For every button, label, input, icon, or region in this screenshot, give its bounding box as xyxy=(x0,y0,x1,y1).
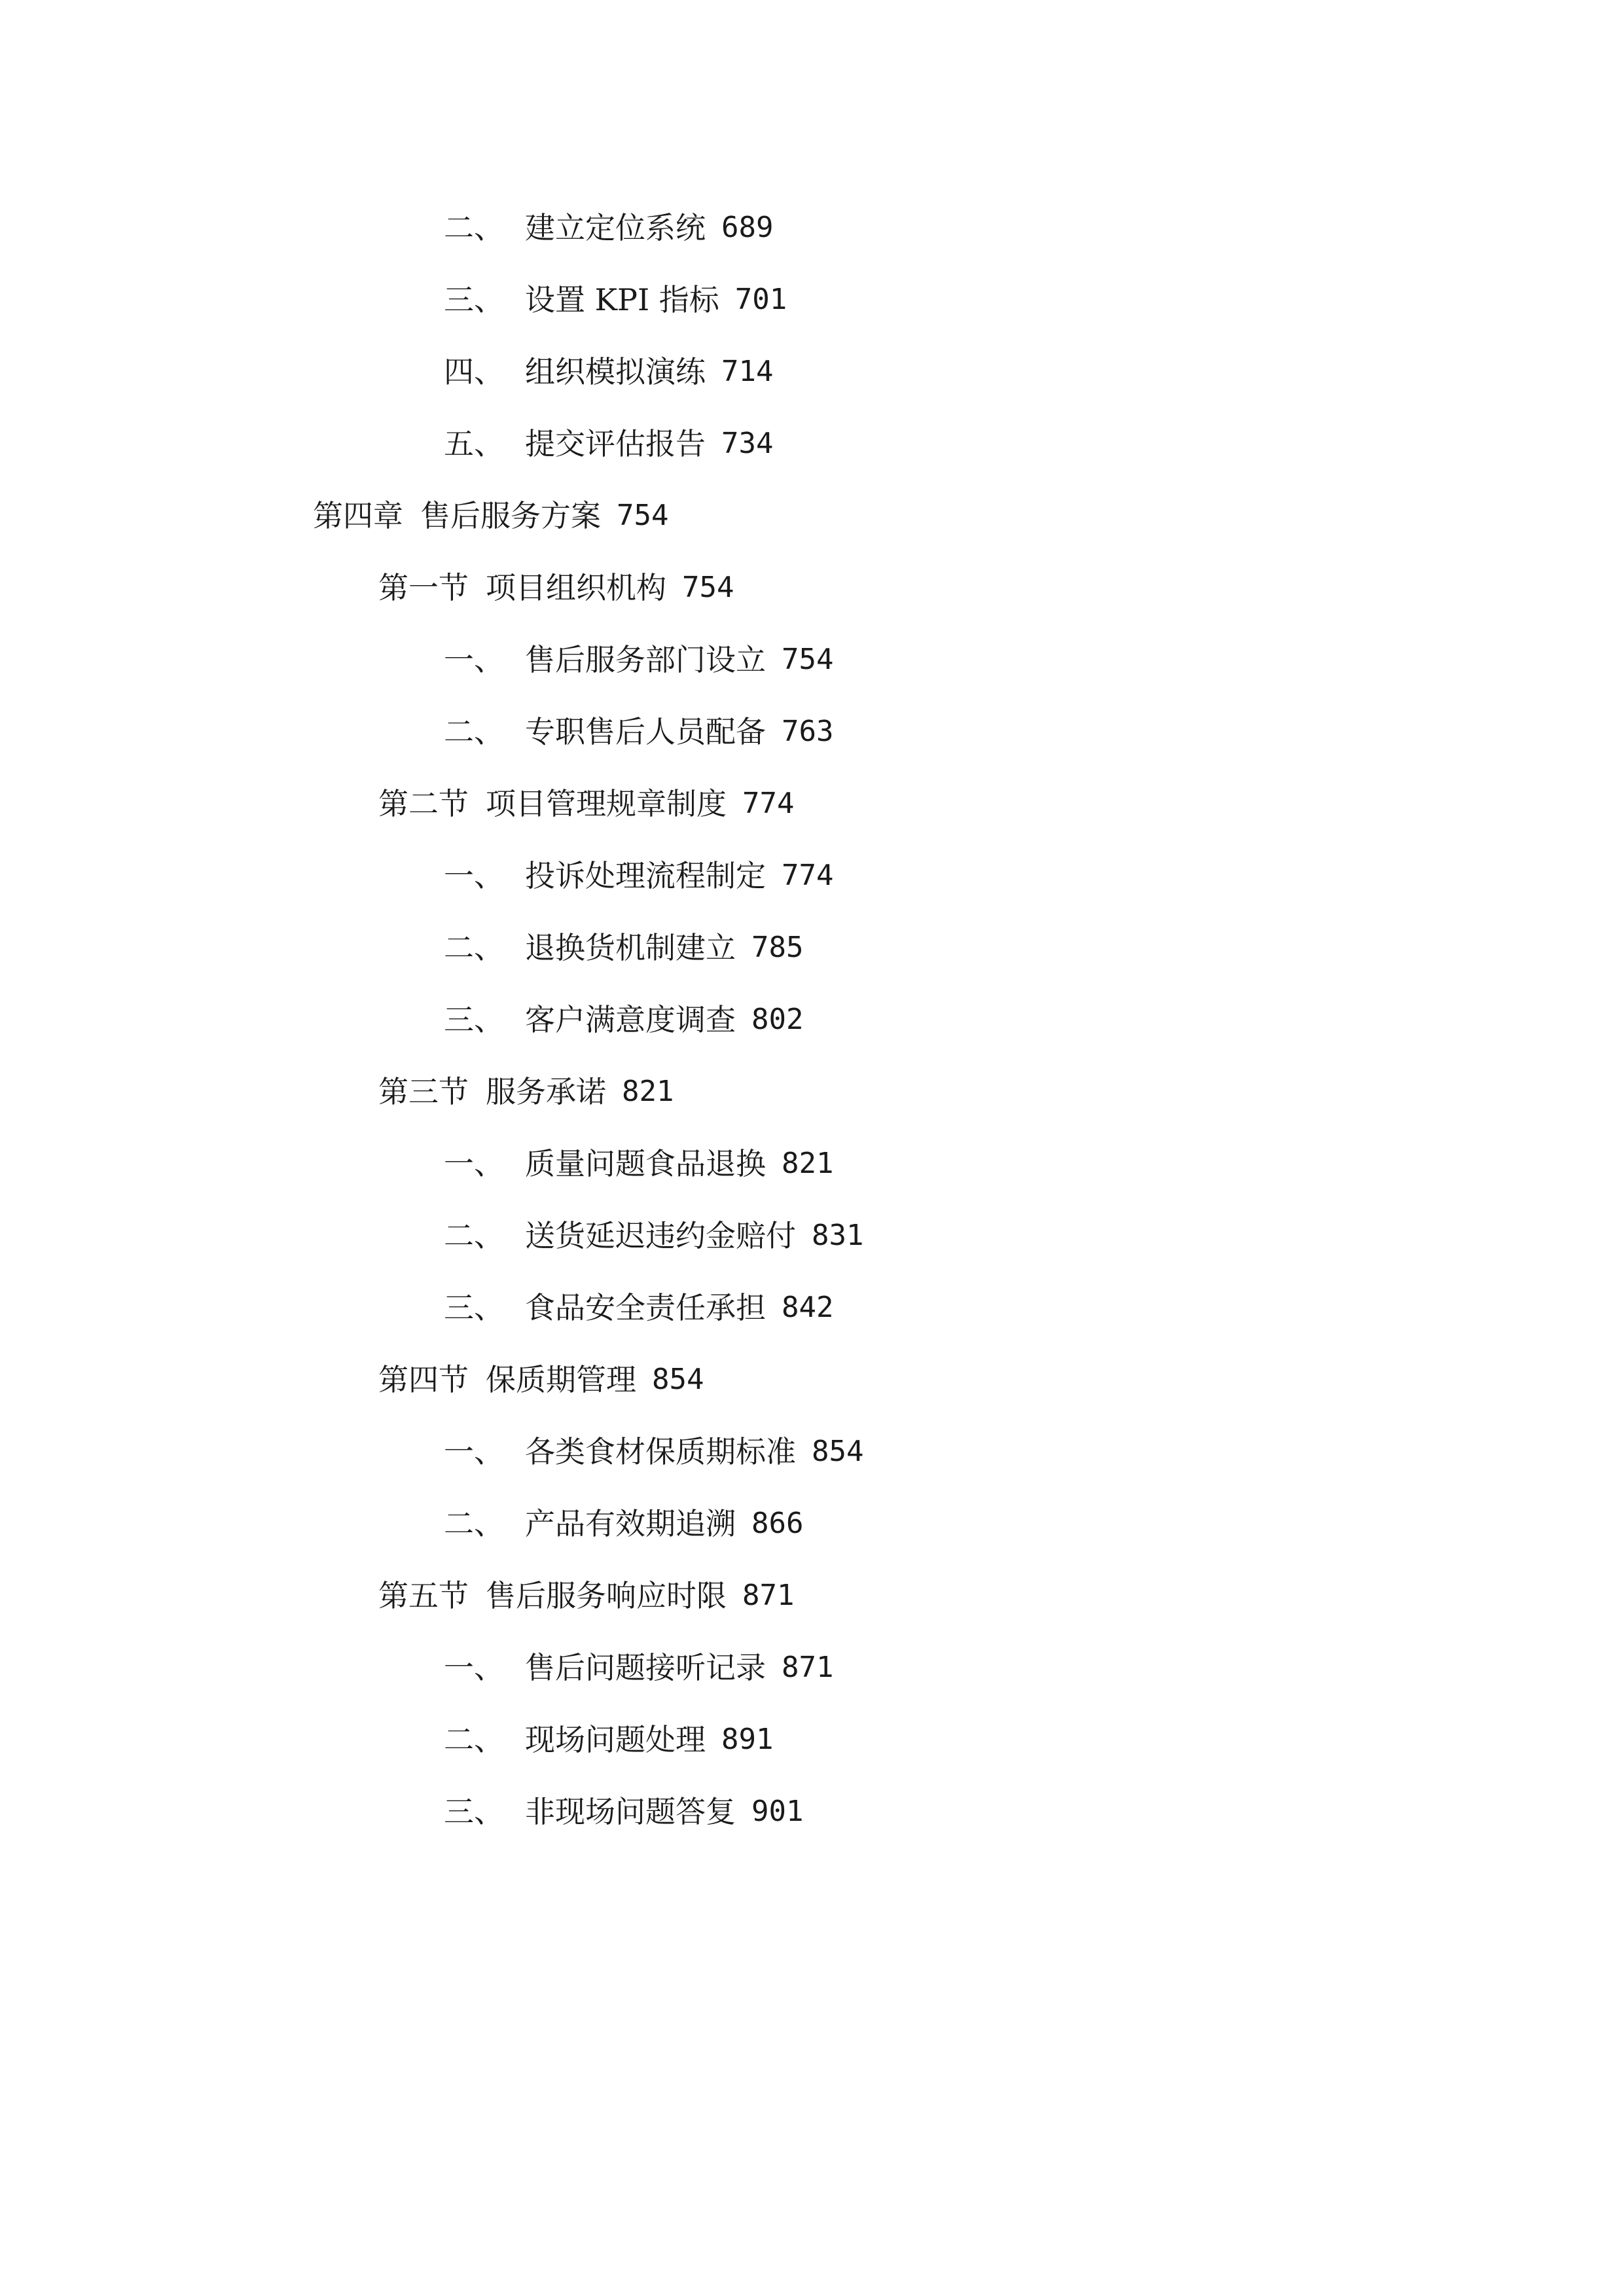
toc-entry-title: 各类食材保质期标准 xyxy=(525,1434,796,1469)
toc-entry-page: 821 xyxy=(782,1147,834,1180)
toc-entry-number: 一、 xyxy=(444,858,504,893)
toc-entry-page: 802 xyxy=(751,1003,804,1036)
toc-entry-section[interactable] xyxy=(378,1570,793,1622)
toc-entry-page: 871 xyxy=(742,1579,795,1612)
toc-entry-title: 客户满意度调查 xyxy=(525,1002,736,1037)
toc-entry-number: 一、 xyxy=(444,1434,504,1469)
toc-entry-title: 售后服务方案 xyxy=(420,498,601,533)
toc-entry[interactable] xyxy=(444,1426,863,1478)
toc-entry-title: 组织模拟演练 xyxy=(525,354,706,389)
toc-entry[interactable] xyxy=(444,1641,833,1694)
toc-entry-page: 866 xyxy=(751,1507,804,1540)
toc-entry-title: 保质期管理 xyxy=(486,1362,636,1397)
toc-entry-section[interactable] xyxy=(378,778,793,830)
toc-entry-page: 871 xyxy=(782,1651,834,1684)
toc-entry[interactable] xyxy=(444,202,772,254)
toc-entry-title: 设置 KPI 指标 xyxy=(525,282,719,317)
toc-entry-page: 901 xyxy=(751,1795,804,1828)
toc-entry[interactable] xyxy=(444,706,833,758)
toc-entry-number: 二、 xyxy=(444,714,504,749)
toc-entry-page: 754 xyxy=(682,571,734,604)
toc-entry[interactable] xyxy=(444,1210,863,1262)
toc-entry-number: 二、 xyxy=(444,1506,504,1541)
toc-entry-title: 食品安全责任承担 xyxy=(525,1290,766,1325)
toc-entry[interactable] xyxy=(444,994,803,1046)
toc-entry-page: 734 xyxy=(721,427,774,460)
toc-entry-number: 三、 xyxy=(444,1002,504,1037)
toc-entry-title: 建立定位系统 xyxy=(525,210,706,245)
toc-entry-number: 三、 xyxy=(444,1794,504,1829)
toc-entry-number: 二、 xyxy=(444,1218,504,1253)
toc-entry-page: 701 xyxy=(734,283,787,316)
toc-entry-title: 现场问题处理 xyxy=(525,1722,706,1757)
toc-entry[interactable] xyxy=(444,1138,833,1190)
toc-entry[interactable] xyxy=(444,1785,803,1838)
toc-entry-title: 非现场问题答复 xyxy=(525,1794,736,1829)
toc-entry-number: 一、 xyxy=(444,1146,504,1181)
toc-entry-page: 821 xyxy=(622,1075,674,1108)
toc-entry-number: 第一节 xyxy=(378,570,469,605)
toc-entry-chapter[interactable] xyxy=(313,490,668,542)
toc-entry-number: 第三节 xyxy=(378,1074,469,1109)
toc-entry-number: 三、 xyxy=(444,1290,504,1325)
toc-entry-page: 891 xyxy=(721,1723,774,1756)
toc-entry[interactable] xyxy=(444,850,833,902)
toc-entry-title: 售后服务响应时限 xyxy=(486,1578,727,1613)
toc-entry-page: 831 xyxy=(812,1219,864,1252)
toc-entry-page: 689 xyxy=(721,211,774,244)
toc-entry-number: 第五节 xyxy=(378,1578,469,1613)
toc-entry-title: 送货延迟违约金赔付 xyxy=(525,1218,796,1253)
toc-entry-title: 提交评估报告 xyxy=(525,426,706,461)
toc-entry-page: 774 xyxy=(782,859,834,892)
toc-entry-number: 第四节 xyxy=(378,1362,469,1397)
toc-entry-number: 二、 xyxy=(444,930,504,965)
toc-entry[interactable] xyxy=(444,274,786,326)
toc-entry-title: 专职售后人员配备 xyxy=(525,714,766,749)
toc-entry-title: 产品有效期追溯 xyxy=(525,1506,736,1541)
toc-entry-title: 项目管理规章制度 xyxy=(486,786,727,821)
toc-entry-section[interactable] xyxy=(378,562,733,614)
toc-entry-title: 售后服务部门设立 xyxy=(525,642,766,677)
toc-entry-title: 投诉处理流程制定 xyxy=(525,858,766,893)
toc-entry-page: 842 xyxy=(782,1291,834,1324)
toc-entry-title: 退换货机制建立 xyxy=(525,930,736,965)
toc-entry-page: 785 xyxy=(751,931,804,964)
toc-entry[interactable] xyxy=(444,1713,772,1766)
toc-entry-page: 774 xyxy=(742,787,795,820)
toc-entry[interactable] xyxy=(444,634,833,686)
toc-entry-page: 854 xyxy=(652,1363,704,1396)
toc-entry-title: 服务承诺 xyxy=(486,1074,606,1109)
toc-entry[interactable] xyxy=(444,1498,803,1550)
toc-entry-number: 一、 xyxy=(444,1650,504,1685)
toc-entry-title: 项目组织机构 xyxy=(486,570,666,605)
toc-entry-section[interactable] xyxy=(378,1354,703,1406)
toc-entry-title: 售后问题接听记录 xyxy=(525,1650,766,1685)
toc-entry-number: 第二节 xyxy=(378,786,469,821)
toc-entry-page: 714 xyxy=(721,355,774,388)
toc-entry[interactable] xyxy=(444,922,803,974)
toc-entry-page: 763 xyxy=(782,715,834,748)
toc-entry-page: 754 xyxy=(782,643,834,676)
toc-entry-number: 第四章 xyxy=(313,498,403,533)
toc-entry-title: 质量问题食品退换 xyxy=(525,1146,766,1181)
toc-entry-page: 754 xyxy=(617,499,669,532)
toc-entry[interactable] xyxy=(444,418,772,470)
toc-entry[interactable] xyxy=(444,346,772,398)
toc-entry-number: 一、 xyxy=(444,642,504,677)
toc-entry-page: 854 xyxy=(812,1435,864,1468)
toc-entry-section[interactable] xyxy=(378,1066,673,1118)
toc-entry-number: 二、 xyxy=(444,1722,504,1757)
toc-entry-number: 五、 xyxy=(444,426,504,461)
toc-entry-number: 三、 xyxy=(444,282,504,317)
toc-entry[interactable] xyxy=(444,1282,833,1334)
toc-entry-number: 二、 xyxy=(444,210,504,245)
toc-entry-number: 四、 xyxy=(444,354,504,389)
